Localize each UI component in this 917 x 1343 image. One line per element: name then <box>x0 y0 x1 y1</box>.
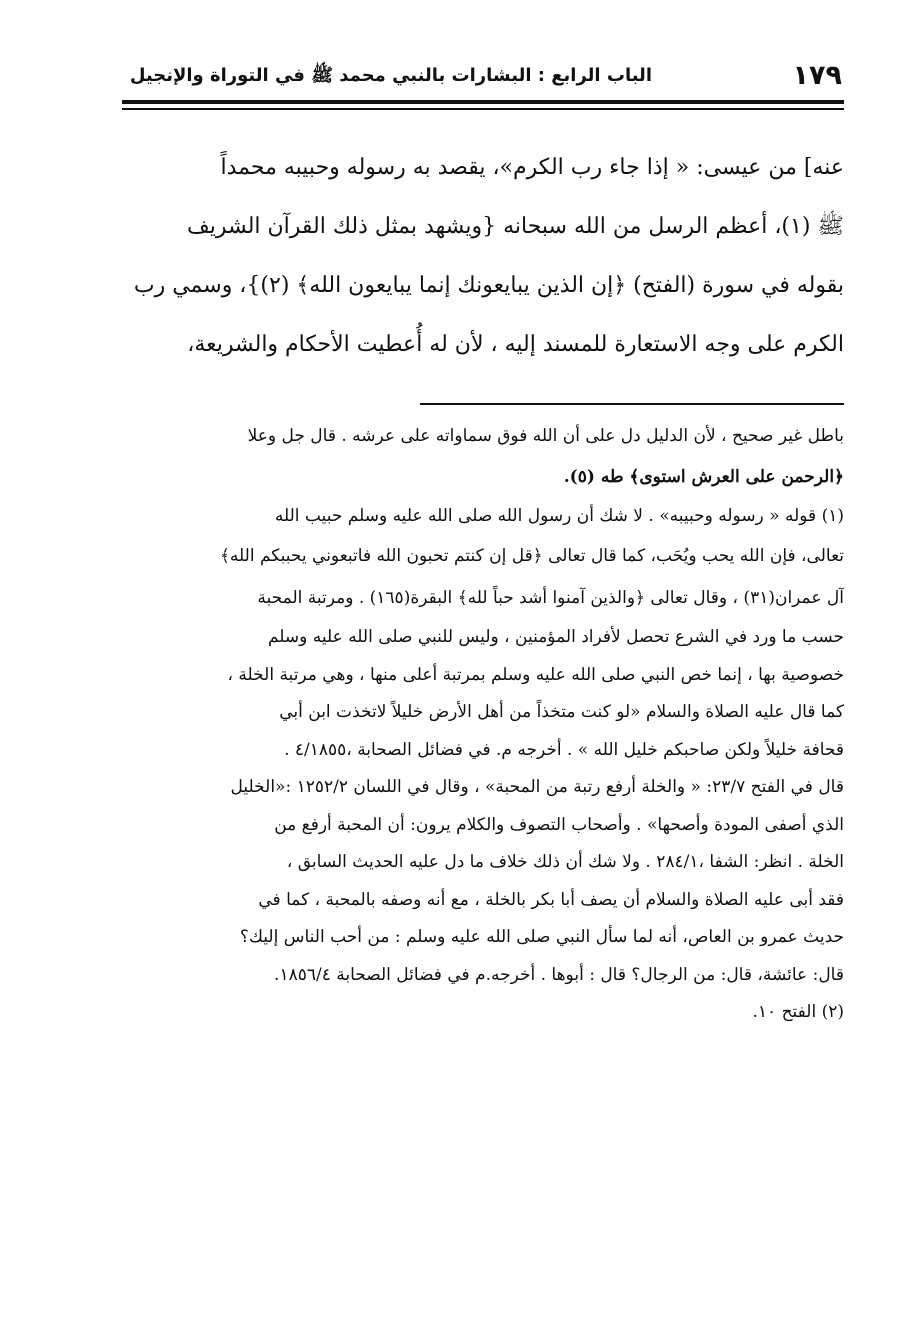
header-rule-thin <box>122 108 844 110</box>
footnote-line: حديث عمرو بن العاص، أنه لما سأل النبي صلى الله عليه وسلم : من أحب الناس إليك؟ <box>239 927 844 947</box>
footnote-separator <box>420 403 844 405</box>
footnote-line: (١) قوله « رسوله وحبيبه» . لا شك أن رسول الله صلى الله عليه وسلم حبيب الله <box>274 505 844 526</box>
footnote-line: قال في الفتح ٢٣/٧: « والخلة أرفع رتبة من المحبة» ، وقال في اللسان ١٢٥٢/٢ :«الخليل <box>230 777 844 797</box>
footnote-line: (٢) الفتح ١٠. <box>752 1002 844 1022</box>
footnote-line: الخلة . انظر: الشفا ،٢٨٤/١ . ولا شك أن ذلك خلاف ما دل عليه الحديث السابق ، <box>286 852 844 872</box>
page-number: ١٧٩ <box>792 60 842 91</box>
header-rule-thick <box>122 100 844 104</box>
footnote-line: ﴿الرحمن على العرش استوى﴾ طه (٥). <box>563 466 844 487</box>
footnote-line: كما قال عليه الصلاة والسلام «لو كنت متخذاً من أهل الأرض خليلاً لاتخذت ابن أبي <box>279 702 844 722</box>
running-title: الباب الرابع : البشارات بالنبي محمد ﷺ في التوراة والإنجيل <box>129 65 652 86</box>
main-line: الكرم على وجه الاستعارة للمسند إليه ، لأن له أُعطيت الأحكام والشريعة، <box>187 332 844 357</box>
main-text <box>122 138 844 374</box>
main-line: عنه] من عيسى: « إذا جاء رب الكرم»، يقصد به رسوله وحبيبه محمداً <box>220 155 844 180</box>
main-line: ﷺ (١)، أعظم الرسل من الله سبحانه {ويشهد بمثل ذلك القرآن الشريف <box>187 214 844 239</box>
footnote-line: الذي أصفى المودة وأصحها» . وأصحاب التصوف والكلام يرون: أن المحبة أرفع من <box>274 814 844 835</box>
footnote-line: باطل غير صحيح ، لأن الدليل دل على أن الله فوق سماواته على عرشه . قال جل وعلا <box>247 426 844 446</box>
footnote-line: تعالى، فإن الله يحب ويُحَب، كما قال تعالى ﴿قل إن كنتم تحبون الله فاتبعوني يحببكم الله﴾ <box>219 546 844 566</box>
footnote-line: آل عمران(٣١) ، وقال تعالى ﴿والذين آمنوا أشد حباً لله﴾ البقرة(١٦٥) . ومرتبة المحبة <box>257 588 844 608</box>
footnote-line: حسب ما ورد في الشرع تحصل لأفراد المؤمنين ، وليس للنبي صلى الله عليه وسلم <box>267 627 844 647</box>
main-line: بقوله في سورة (الفتح) ﴿إن الذين يبايعونك إنما يبايعون الله﴾ (٢)}، وسمي رب <box>133 273 844 298</box>
footnotes <box>122 418 844 1032</box>
footnote-line: فقد أبى عليه الصلاة والسلام أن يصف أبا بكر بالخلة ، مع أنه وصفه بالمحبة ، كما في <box>258 889 844 910</box>
footnote-line: قال: عائشة، قال: من الرجال؟ قال : أبوها . أخرجه.م في فضائل الصحابة ١٨٥٦/٤. <box>274 964 844 985</box>
footnote-line: قحافة خليلاً ولكن صاحبكم خليل الله » . أخرجه م. في فضائل الصحابة ،٤/١٨٥٥ . <box>284 739 844 760</box>
footnote-line: خصوصية بها ، إنما خص النبي صلى الله عليه وسلم بمرتبة أعلى منها ، وهي مرتبة الخلة ، <box>227 664 844 685</box>
page-header <box>122 58 842 98</box>
